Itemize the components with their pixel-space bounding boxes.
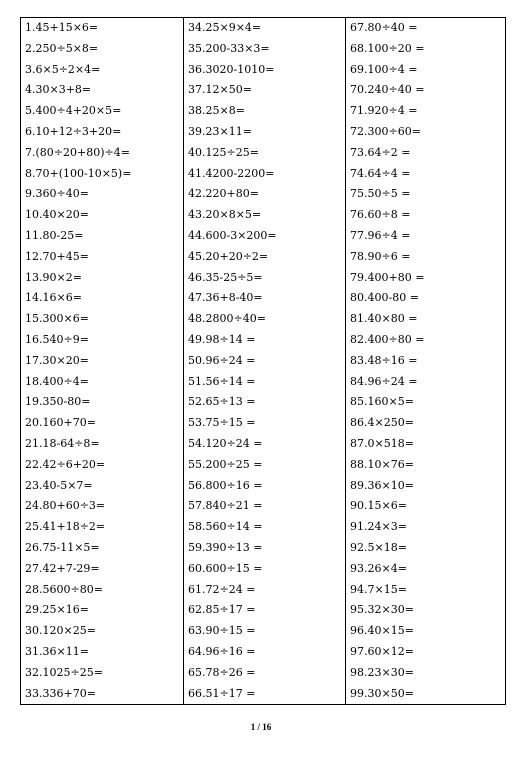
problem-item: 49.98÷14 = [188,332,256,346]
problem-item: 66.51÷17 = [188,686,256,700]
problem-item: 32.1025÷25= [25,665,103,679]
problem-item: 30.120×25= [25,624,96,638]
problem-column-2 [183,18,345,704]
problem-item: 23.40-5×7= [25,478,93,492]
problem-item: 69.100÷4 = [350,62,418,76]
problem-item: 87.0×518= [350,436,414,450]
problem-item: 80.400-80 = [350,291,419,305]
problem-item: 53.75÷15 = [188,416,256,430]
problem-item: 76.60÷8 = [350,208,411,222]
problem-item: 38.25×8= [188,104,245,118]
problem-item: 86.4×250= [350,416,414,430]
problem-item: 31.36×11= [25,644,89,658]
problem-item: 29.25×16= [25,603,89,617]
problem-item: 1.45+15×6= [25,21,99,34]
problem-item: 77.96÷4 = [350,228,411,242]
problem-item: 51.56÷14 = [188,374,256,388]
problem-item: 56.800÷16 = [188,478,263,492]
problem-item: 81.40×80 = [350,312,418,326]
problem-item: 60.600÷15 = [188,561,263,575]
problem-item: 4.30×3+8= [25,83,92,97]
problem-item: 18.400÷4= [25,374,89,388]
problem-table [20,17,506,705]
problem-item: 88.10×76= [350,457,414,471]
problem-item: 78.90÷6 = [350,249,411,263]
problem-item: 25.41+18÷2= [25,520,106,534]
problem-item: 35.200-33×3= [188,41,270,55]
problem-item: 36.3020-1010= [188,62,275,76]
problem-item: 15.300×6= [25,312,89,326]
problem-item: 74.64÷4 = [350,166,411,180]
problem-item: 64.96÷16 = [188,644,256,658]
problem-item: 24.80+60÷3= [25,499,106,513]
problem-item: 58.560÷14 = [188,520,263,534]
problem-item: 17.30×20= [25,353,89,367]
problem-item: 37.12×50= [188,83,252,97]
problem-item: 57.840÷21 = [188,499,263,513]
problem-item: 20.160+70= [25,416,96,430]
problem-column-1 [21,18,183,704]
problem-item: 10.40×20= [25,208,89,222]
problem-item: 21.18-64÷8= [25,436,100,450]
problem-item: 34.25×9×4= [188,21,262,34]
problem-item: 61.72÷24 = [188,582,256,596]
problem-item: 42.220+80= [188,187,259,201]
problem-item: 11.80-25= [25,228,84,242]
problem-item: 65.78÷26 = [188,665,256,679]
problem-item: 85.160×5= [350,395,414,409]
problem-item: 55.200÷25 = [188,457,263,471]
problem-item: 26.75-11×5= [25,540,100,554]
problem-item: 91.24×3= [350,520,407,534]
problem-item: 98.23×30= [350,665,414,679]
problem-item: 93.26×4= [350,561,407,575]
problem-item: 46.35-25÷5= [188,270,263,284]
problem-item: 7.(80÷20+80)÷4= [25,145,130,159]
problem-item: 41.4200-2200= [188,166,275,180]
problem-item: 47.36+8-40= [188,291,263,305]
problem-item: 14.16×6= [25,291,82,305]
problem-item: 97.60×12= [350,644,414,658]
problem-item: 6.10+12÷3+20= [25,124,122,138]
problem-item: 28.5600÷80= [25,582,103,596]
problem-item: 94.7×15= [350,582,407,596]
problem-item: 92.5×18= [350,540,407,554]
problem-item: 40.125÷25= [188,145,259,159]
problem-item: 8.70+(100-10×5)= [25,166,132,180]
problem-item: 79.400+80 = [350,270,425,284]
problem-item: 27.42+7-29= [25,561,100,575]
problem-item: 68.100÷20 = [350,41,425,55]
problem-item: 52.65÷13 = [188,395,256,409]
problem-item: 5.400÷4+20×5= [25,104,122,118]
problem-item: 72.300÷60= [350,124,421,138]
problem-item: 12.70+45= [25,249,89,263]
problem-item: 3.6×5÷2×4= [25,62,101,76]
problem-item: 43.20×8×5= [188,208,262,222]
problem-item: 33.336+70= [25,686,96,700]
problem-item: 50.96÷24 = [188,353,256,367]
problem-item: 82.400÷80 = [350,332,425,346]
problem-item: 16.540÷9= [25,332,89,346]
problem-item: 75.50÷5 = [350,187,411,201]
problem-item: 19.350-80= [25,395,91,409]
problem-item: 99.30×50= [350,686,414,700]
problem-item: 70.240÷40 = [350,83,425,97]
problem-item: 83.48÷16 = [350,353,418,367]
problem-item: 45.20+20÷2= [188,249,269,263]
problem-item: 89.36×10= [350,478,414,492]
problem-item: 96.40×15= [350,624,414,638]
problem-item: 2.250÷5×8= [25,41,99,55]
problem-item: 90.15×6= [350,499,407,513]
problem-item: 54.120÷24 = [188,436,263,450]
problem-item: 62.85÷17 = [188,603,256,617]
problem-item: 73.64÷2 = [350,145,411,159]
problem-item: 59.390÷13 = [188,540,263,554]
problem-item: 63.90÷15 = [188,624,256,638]
page-number: 1 / 16 [250,722,272,732]
problem-item: 48.2800÷40= [188,312,266,326]
problem-column-3 [345,18,505,704]
problem-item: 13.90×2= [25,270,82,284]
problem-item: 67.80÷40 = [350,21,418,34]
problem-item: 44.600-3×200= [188,228,277,242]
problem-item: 9.360÷40= [25,187,89,201]
problem-item: 95.32×30= [350,603,414,617]
problem-item: 71.920÷4 = [350,104,418,118]
problem-item: 39.23×11= [188,124,252,138]
problem-item: 22.42÷6+20= [25,457,106,471]
problem-item: 84.96÷24 = [350,374,418,388]
